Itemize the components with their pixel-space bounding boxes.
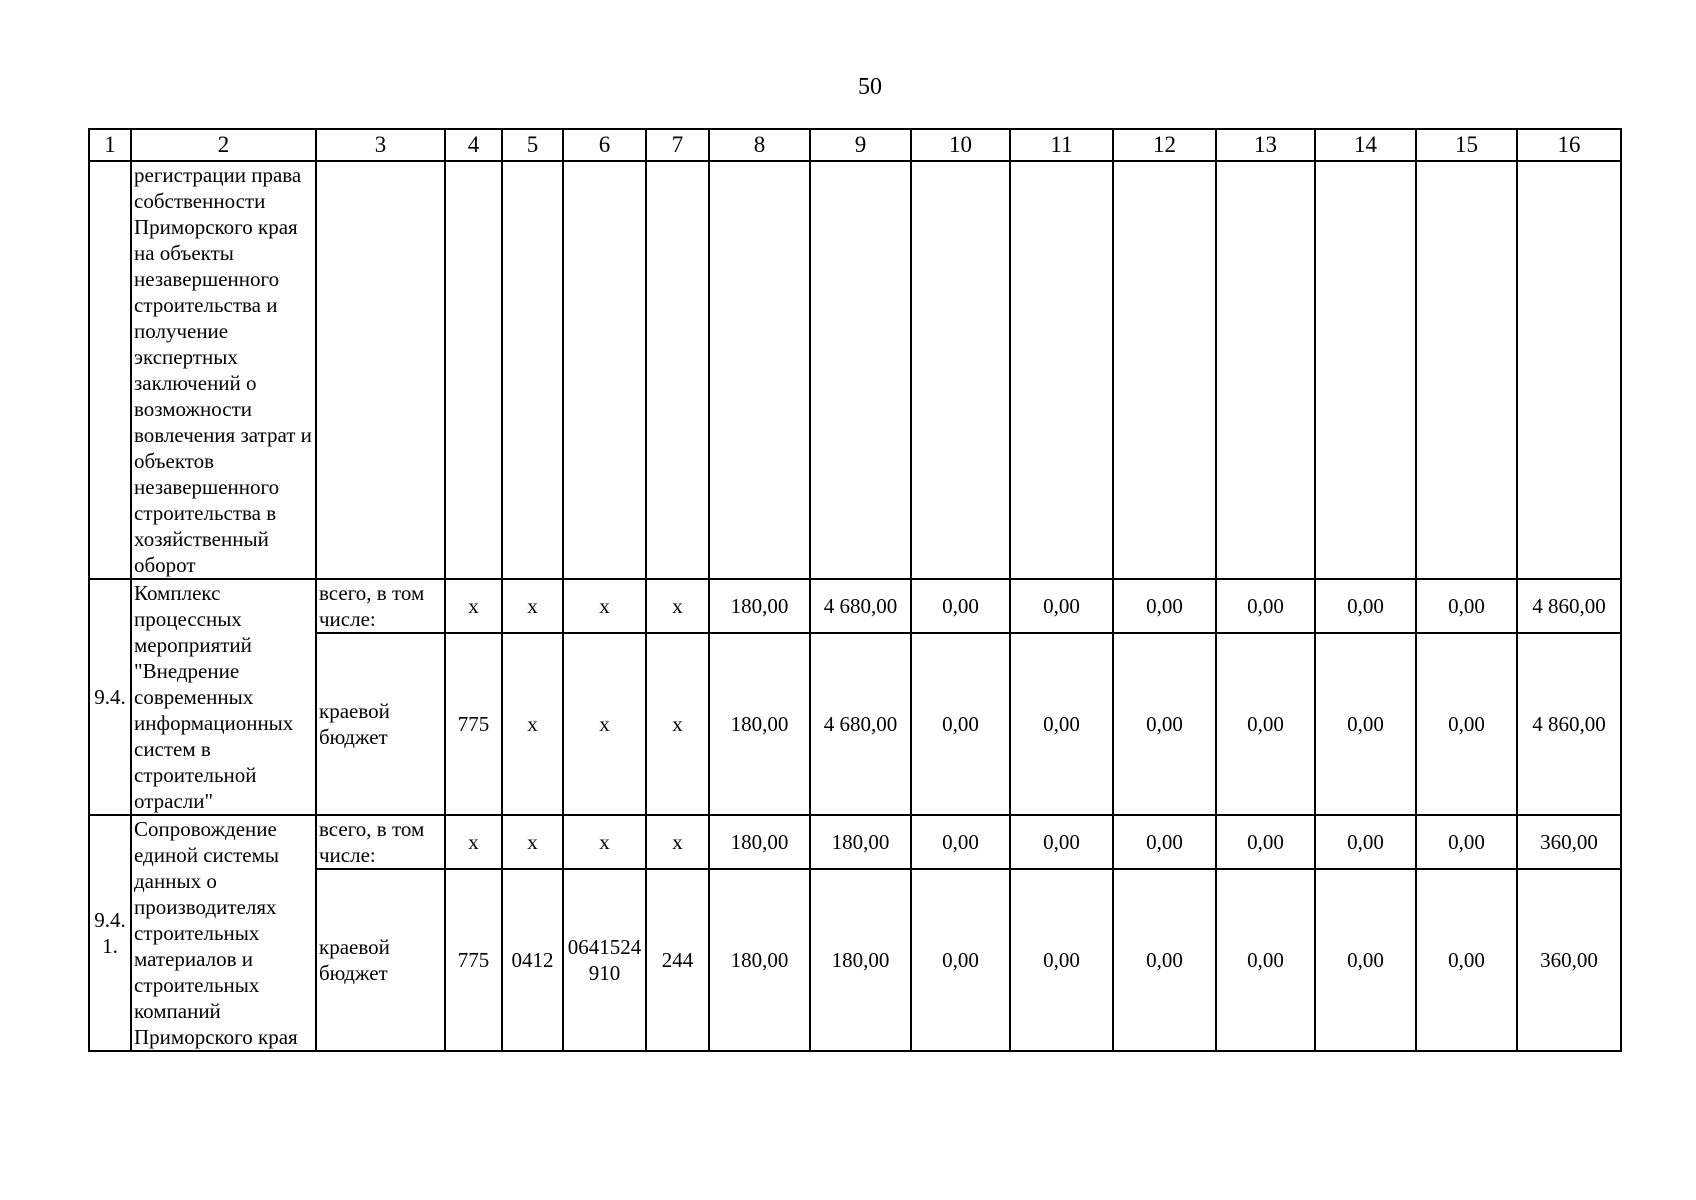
cell-col-8: 180,00 [709,815,810,869]
header-row [89,129,1621,161]
cell-col-12: 0,00 [1113,815,1216,869]
cell-col-9: 4 680,00 [810,579,911,633]
table-row-continuation [89,161,1621,579]
cell-col-14: 0,00 [1315,815,1416,869]
cell-empty [502,161,563,579]
table-row-total [89,815,1621,869]
cell-funding-source: всего, в том числе: [316,815,445,869]
cell-col-9: 180,00 [810,869,911,1051]
cell-col-4: x [445,579,502,633]
cell-col-8: 180,00 [709,579,810,633]
cell-col-14: 0,00 [1315,633,1416,815]
cell-col-7: x [646,815,709,869]
cell-col-14: 0,00 [1315,579,1416,633]
cell-col-13: 0,00 [1216,579,1315,633]
cell-col-9: 4 680,00 [810,633,911,815]
cell-col-15: 0,00 [1416,633,1517,815]
cell-col-8: 180,00 [709,633,810,815]
cell-funding-source: всего, в том числе: [316,579,445,633]
table-row-regional-budget [89,869,1621,1051]
cell-col-10: 0,00 [911,633,1010,815]
cell-col-11: 0,00 [1010,815,1113,869]
cell-col-6: x [563,579,646,633]
cell-col-16: 360,00 [1517,815,1621,869]
table-row-regional-budget [89,633,1621,815]
cell-col-6: x [563,815,646,869]
cell-col-7: x [646,579,709,633]
column-header: 2 [131,129,316,161]
cell-empty [1517,161,1621,579]
cell-col-13: 0,00 [1216,815,1315,869]
column-header: 16 [1517,129,1621,161]
cell-col-4: 775 [445,869,502,1051]
cell-empty [646,161,709,579]
cell-col-10: 0,00 [911,815,1010,869]
cell-empty [1216,161,1315,579]
cell-index: 9.4. 1. [89,815,131,1051]
column-header: 5 [502,129,563,161]
cell-col-5: x [502,579,563,633]
column-header: 10 [911,129,1010,161]
cell-empty [709,161,810,579]
cell-empty [911,161,1010,579]
cell-col-16: 360,00 [1517,869,1621,1051]
column-header: 8 [709,129,810,161]
page-number: 50 [858,74,882,100]
column-header: 4 [445,129,502,161]
cell-empty [1113,161,1216,579]
cell-col-6: 0641524 910 [563,869,646,1051]
cell-col-15: 0,00 [1416,869,1517,1051]
column-header: 7 [646,129,709,161]
cell-col-4: 775 [445,633,502,815]
column-header: 1 [89,129,131,161]
cell-index: 9.4. [89,579,131,815]
cell-col-11: 0,00 [1010,869,1113,1051]
column-header: 11 [1010,129,1113,161]
column-header: 3 [316,129,445,161]
column-header: 9 [810,129,911,161]
cell-col-12: 0,00 [1113,869,1216,1051]
column-header: 15 [1416,129,1517,161]
cell-col-13: 0,00 [1216,633,1315,815]
table-row-total [89,579,1621,633]
cell-col-6: x [563,633,646,815]
cell-col-10: 0,00 [911,579,1010,633]
cell-event-name: Сопровождение единой системы данных о производителях строительных материалов и строительных компаний Приморского края [131,815,316,1051]
cell-empty [1010,161,1113,579]
cell-empty [1416,161,1517,579]
cell-col-13: 0,00 [1216,869,1315,1051]
cell-col-4: x [445,815,502,869]
column-header: 13 [1216,129,1315,161]
column-header: 14 [1315,129,1416,161]
cell-col-5: 0412 [502,869,563,1051]
cell-event-name: регистрации права собственности Приморского края на объекты незавершенного строительства и получение экспертных заключений о возможности вовлечения затрат и объектов незавершенного строительства в хозяйственный оборот [131,161,316,579]
cell-col-14: 0,00 [1315,869,1416,1051]
cell-col-15: 0,00 [1416,815,1517,869]
cell-event-name: Комплекс процессных мероприятий "Внедрение современных информационных систем в строительной отрасли" [131,579,316,815]
cell-col-15: 0,00 [1416,579,1517,633]
cell-col-5: x [502,815,563,869]
cell-empty [316,161,445,579]
cell-funding-source: краевой бюджет [316,869,445,1051]
cell-col-12: 0,00 [1113,579,1216,633]
cell-col-7: 244 [646,869,709,1051]
cell-col-11: 0,00 [1010,633,1113,815]
cell-col-9: 180,00 [810,815,911,869]
cell-index [89,161,131,579]
cell-col-5: x [502,633,563,815]
cell-col-16: 4 860,00 [1517,633,1621,815]
cell-funding-source: краевой бюджет [316,633,445,815]
cell-col-16: 4 860,00 [1517,579,1621,633]
cell-col-11: 0,00 [1010,579,1113,633]
cell-empty [563,161,646,579]
cell-empty [1315,161,1416,579]
budget-table [88,128,1622,1052]
cell-col-8: 180,00 [709,869,810,1051]
cell-col-10: 0,00 [911,869,1010,1051]
column-header: 12 [1113,129,1216,161]
cell-col-7: x [646,633,709,815]
cell-empty [810,161,911,579]
cell-col-12: 0,00 [1113,633,1216,815]
column-header: 6 [563,129,646,161]
cell-empty [445,161,502,579]
